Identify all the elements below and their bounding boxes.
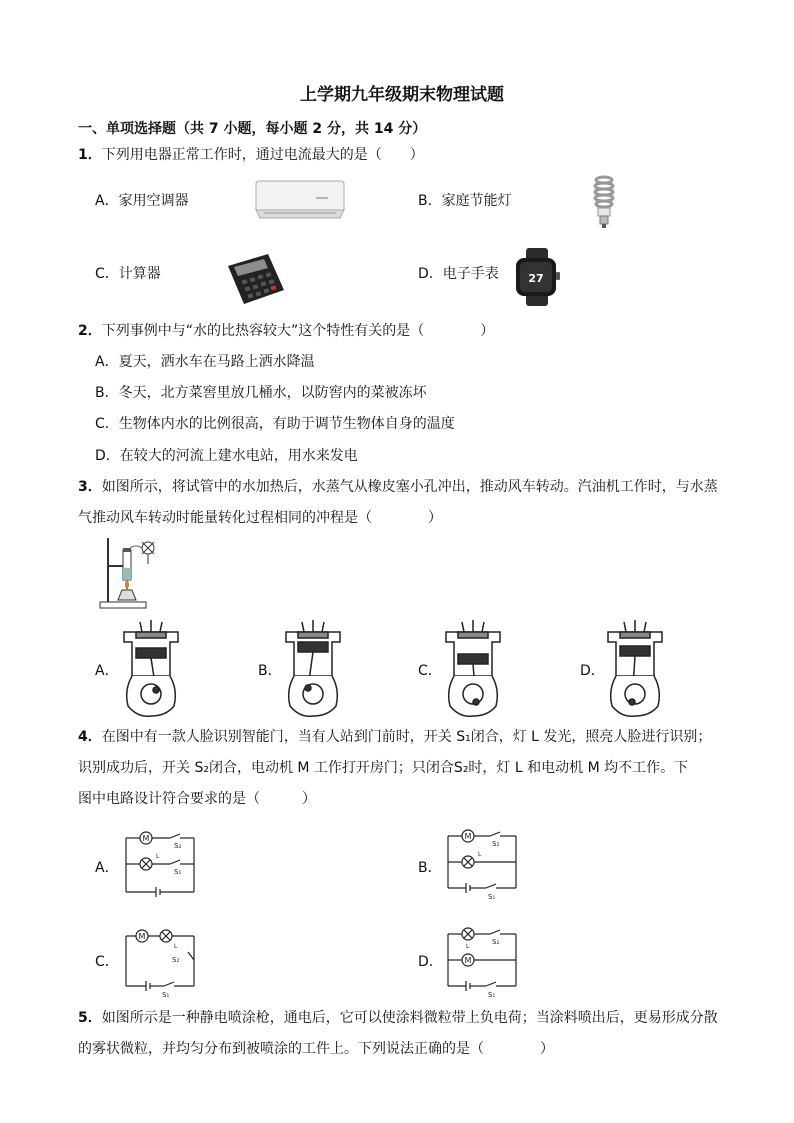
watch-display-time: 27 [528,272,544,285]
q1-option-a[interactable]: A．家用空调器 [95,193,189,209]
circuit-c-s2-label: S₂ [172,956,180,964]
circuit-diagram-a [122,828,202,900]
circuit-diagram-d [444,924,524,1000]
engine-stroke-c-image [440,618,506,718]
circuit-c-s1-label: S₁ [162,991,170,998]
question-4-number: 4． [78,729,102,745]
steam-windmill-apparatus-image [96,534,162,612]
q2-option-b[interactable]: B．冬天，北方菜窖里放几桶水，以防窖内的菜被冻坏 [95,385,427,401]
q3-option-c[interactable]: C． [418,663,442,679]
question-3-line-1 [78,478,718,496]
circuit-d-s2-label: S₂ [492,938,500,946]
question-5-text: 如图所示是一种静电喷涂枪，通电后，它可以使涂料微粒带上负电荷；当涂料喷出后，更易形成分散 [101,1010,718,1026]
circuit-c-lamp-label: L [174,943,178,950]
circuit-d-lamp-label: L [466,943,470,950]
q3-option-a[interactable]: A． [95,663,119,679]
circuit-a-motor-label: M [142,834,150,843]
q4-option-d[interactable]: D． [418,954,443,970]
question-2-stem [78,322,494,340]
engine-stroke-a-image [118,618,184,718]
circuit-c-motor-label: M [138,932,146,941]
engine-stroke-d-image [602,618,668,718]
electronic-watch-image [512,248,568,306]
engine-stroke-b-image [280,618,346,718]
circuit-a-s2-label: S₂ [174,842,182,850]
question-3-line-2: 气推动风车转动时能量转化过程相同的冲程是（ ） [78,510,442,526]
question-4-line-3: 图中电路设计符合要求的是（ ） [78,791,316,807]
q2-option-d[interactable]: D．在较大的河流上建水电站，用水来发电 [95,448,358,464]
question-1-text: 下列用电器正常工作时，通过电流最大的是（ ） [101,147,424,163]
section-heading: 一、单项选择题（共 7 小题，每小题 2 分，共 14 分） [78,121,427,137]
circuit-a-lamp-label: L [156,853,160,860]
question-5-line-2: 的雾状微粒，并均匀分布到被喷涂的工件上。下列说法正确的是（ ） [78,1041,554,1057]
q2-option-a[interactable]: A．夏天，洒水车在马路上洒水降温 [95,354,315,370]
q2-option-c[interactable]: C．生物体内水的比例很高，有助于调节生物体自身的温度 [95,416,455,432]
circuit-a-s1-label: S₁ [174,868,182,876]
question-4-text: 在图中有一款人脸识别智能门，当有人站到门前时，开关 S₁闭合，灯 L 发光，照亮人脸进行识别； [101,729,712,745]
q3-option-d[interactable]: D． [580,663,605,679]
q1-option-d[interactable]: D．电子手表 [418,266,499,282]
circuit-diagram-b [444,826,524,902]
q3-option-b[interactable]: B． [258,663,282,679]
question-5-line-1 [78,1009,718,1027]
circuit-diagram-c [122,922,202,998]
question-5-number: 5． [78,1010,102,1026]
circuit-b-s1-label: S₁ [488,893,496,901]
air-conditioner-image [254,180,346,222]
question-2-number: 2． [78,323,102,339]
q4-option-b[interactable]: B． [418,860,442,876]
circuit-d-s1-label: S₁ [488,991,496,999]
question-4-line-1 [78,728,711,746]
question-1-number: 1． [78,147,102,163]
circuit-d-motor-label: M [464,956,472,965]
question-4-line-2: 识别成功后，开关 S₂闭合，电动机 M 工作打开房门；只闭合S₂时，灯 L 和电动机 M 均不工作。下 [78,760,689,776]
circuit-b-s2-label: S₂ [492,840,500,848]
q4-option-c[interactable]: C． [95,954,119,970]
question-3-number: 3． [78,479,102,495]
q1-option-b[interactable]: B．家庭节能灯 [418,193,512,209]
calculator-image [224,252,286,306]
question-2-text: 下列事例中与“水的比热容较大”这个特性有关的是（ ） [101,323,495,339]
circuit-b-motor-label: M [464,832,472,841]
question-1-stem [78,146,424,164]
q4-option-a[interactable]: A． [95,860,119,876]
circuit-b-lamp-label: L [478,851,482,858]
energy-saving-bulb-image [590,174,618,230]
q1-option-c[interactable]: C．计算器 [95,266,161,282]
question-3-text: 如图所示，将试管中的水加热后，水蒸气从橡皮塞小孔冲出，推动风车转动。汽油机工作时，与水蒸 [101,479,718,495]
page-title: 上学期九年级期末物理试题 [300,85,504,105]
